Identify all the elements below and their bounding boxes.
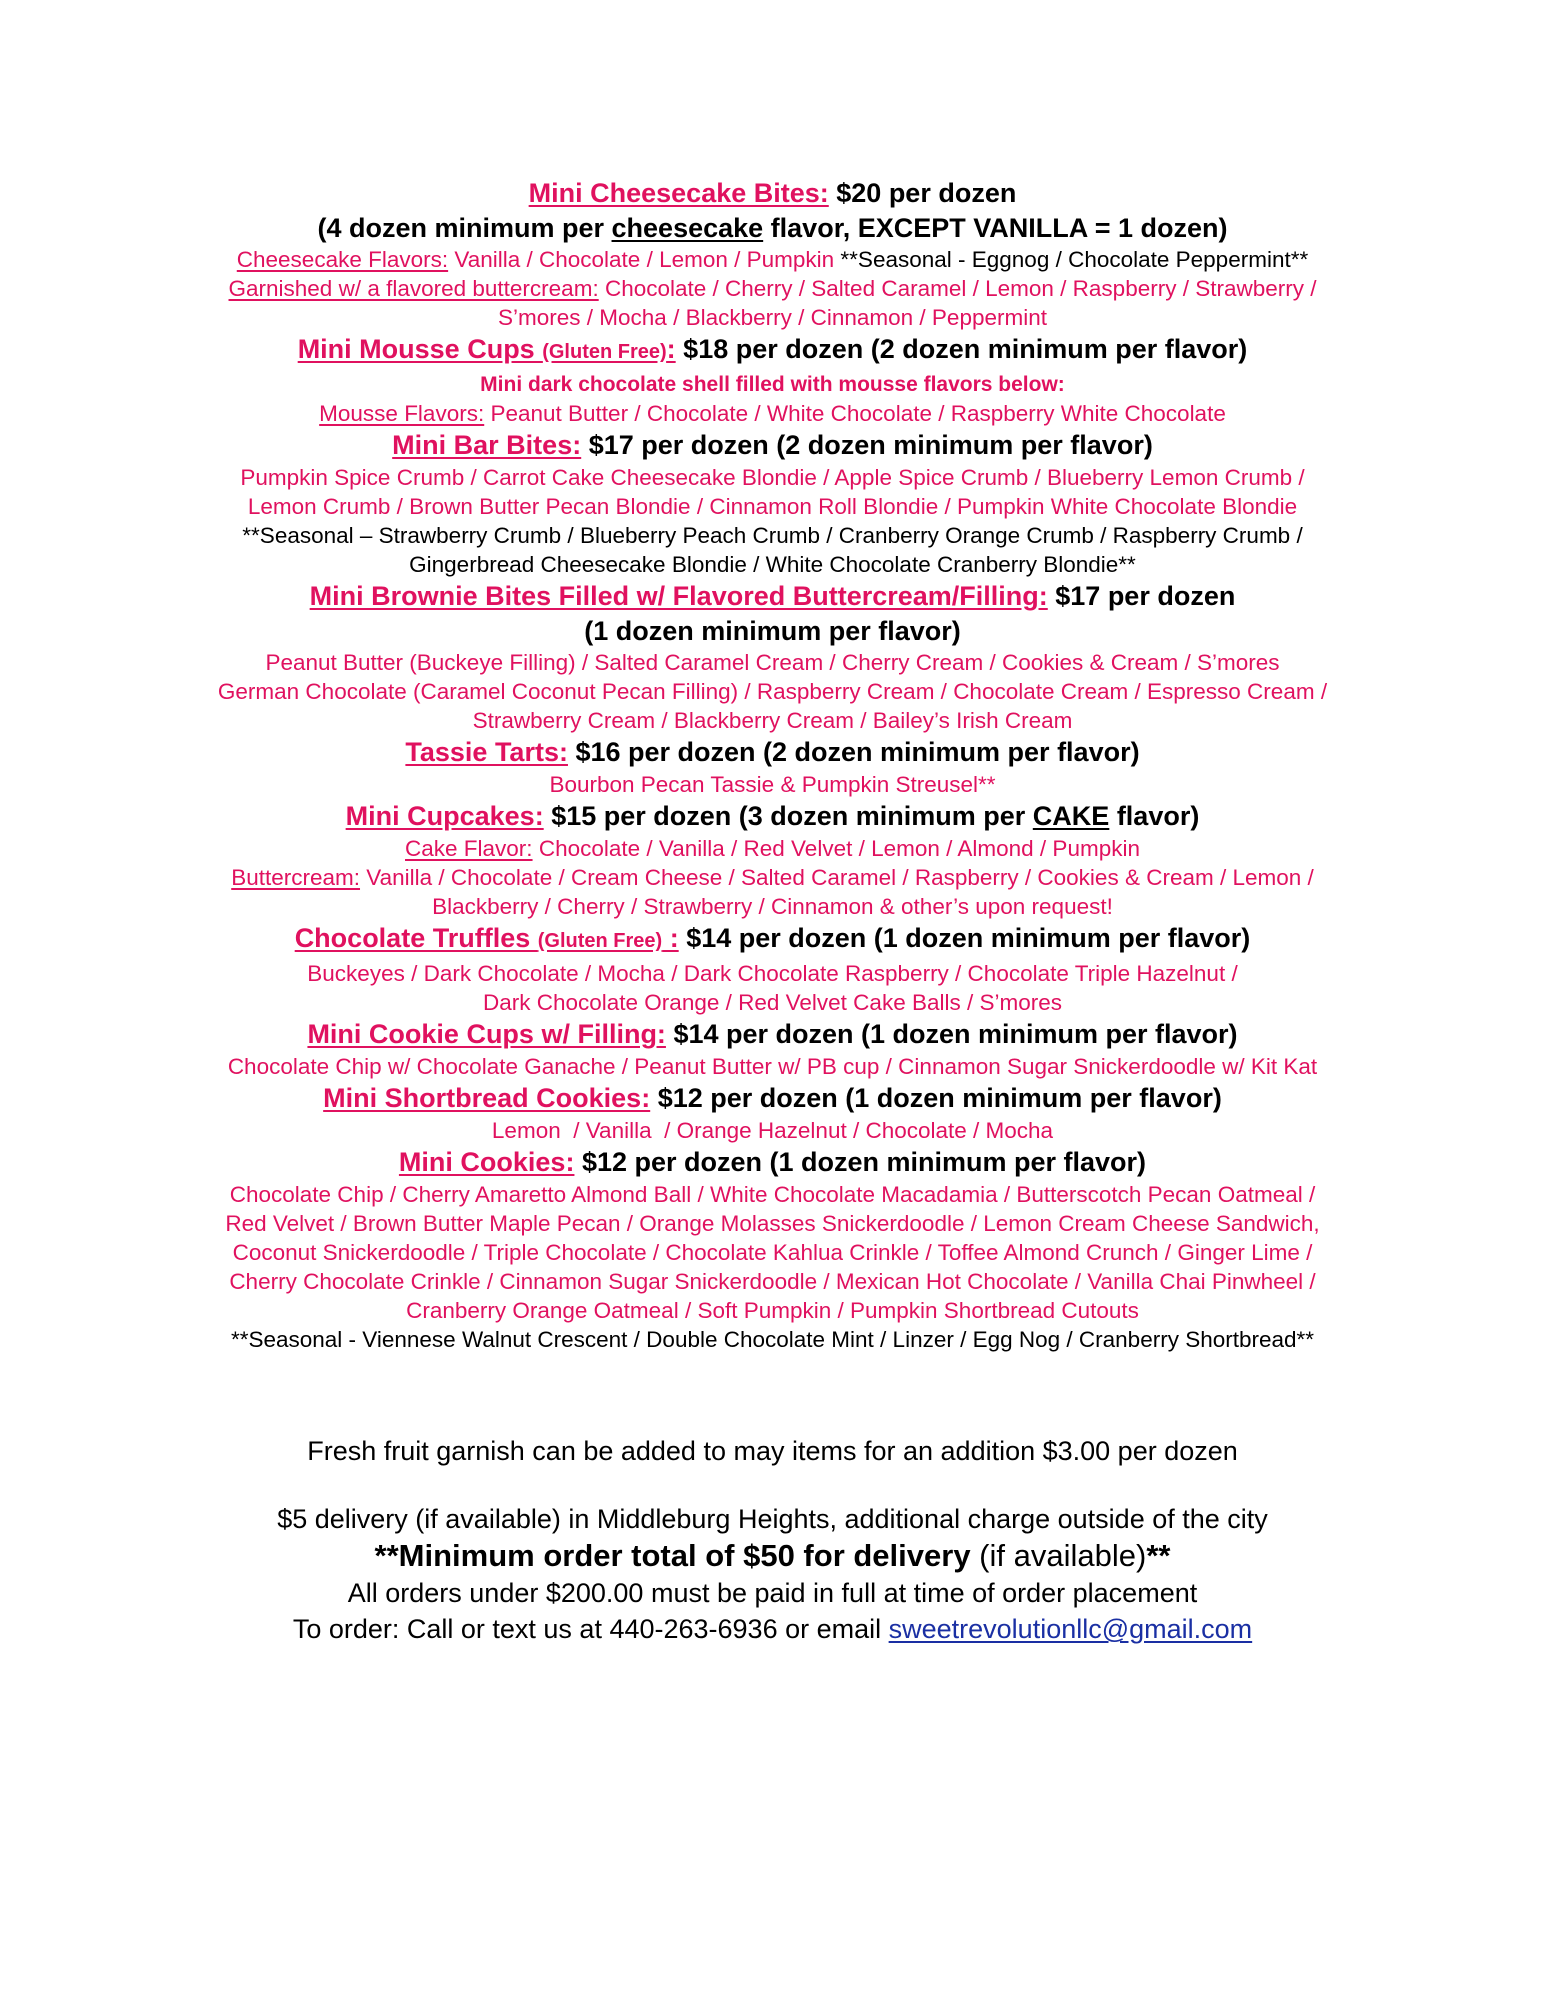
mousse-flavors: Mousse Flavors: Peanut Butter / Chocolate / White Chocolate / Raspberry White Chocolate [319,401,1226,426]
cookie-cups-flavors: Chocolate Chip w/ Chocolate Ganache / Peanut Butter w/ PB cup / Cinnamon Sugar Snickerdoodle w/ Kit Kat [227,1054,1318,1079]
brownie-minimum: (1 dozen minimum per flavor) [584,616,961,646]
truffles-flavors-2: Dark Chocolate Orange / Red Velvet Cake Balls / S’mores [482,990,1062,1015]
cookies-flavors-2: Red Velvet / Brown Butter Maple Pecan / Orange Molasses Snickerdoodle / Lemon Cream Cheese Sandwich, [225,1211,1320,1236]
garnish-note: Fresh fruit garnish can be added to may items for an addition $3.00 per dozen [307,1436,1238,1466]
menu-list [140,176,1405,1354]
truffles-flavors-1: Buckeyes / Dark Chocolate / Mocha / Dark Chocolate Raspberry / Chocolate Triple Hazelnut / [307,961,1238,986]
cheesecake-title: Mini Cheesecake Bites: $20 per dozen [528,178,1017,208]
email-link[interactable]: sweetrevolutionllc@gmail.com [888,1614,1253,1644]
cupcakes-title: Mini Cupcakes: $15 per dozen (3 dozen minimum per CAKE flavor) [345,801,1200,831]
bar-flavors-2: Lemon Crumb / Brown Butter Pecan Blondie / Cinnamon Roll Blondie / Pumpkin White Chocolate Blondie [247,494,1298,519]
cookie-cups-title: Mini Cookie Cups w/ Filling: $14 per dozen (1 dozen minimum per flavor) [307,1019,1238,1049]
brownie-flavors-3: Strawberry Cream / Blackberry Cream / Bailey’s Irish Cream [472,708,1073,733]
tassie-flavors: Bourbon Pecan Tassie & Pumpkin Streusel** [549,772,996,797]
cupcakes-cake-flavors: Cake Flavor: Chocolate / Vanilla / Red Velvet / Lemon / Almond / Pumpkin [405,836,1140,861]
cheesecake-flavors: Cheesecake Flavors: Vanilla / Chocolate / Lemon / Pumpkin **Seasonal - Eggnog / Chocolate Peppermint** [236,247,1309,272]
cheesecake-garnish: Garnished w/ a flavored buttercream: Chocolate / Cherry / Salted Caramel / Lemon / Raspberry / Strawberry / [228,276,1317,301]
delivery-note: $5 delivery (if available) in Middleburg Heights, additional charge outside of the city [277,1504,1268,1534]
mousse-title: Mini Mousse Cups (Gluten Free): $18 per dozen (2 dozen minimum per flavor) [297,334,1248,364]
cheesecake-garnish-cont: S’mores / Mocha / Blackberry / Cinnamon / Peppermint [498,305,1047,330]
cookies-flavors-5: Cranberry Orange Oatmeal / Soft Pumpkin / Pumpkin Shortbread Cutouts [406,1298,1139,1323]
order-info [140,1433,1405,1647]
bar-seasonal-2: Gingerbread Cheesecake Blondie / White Chocolate Cranberry Blondie** [409,552,1136,577]
mousse-description: Mini dark chocolate shell filled with mousse flavors below: [480,373,1065,396]
brownie-title: Mini Brownie Bites Filled w/ Flavored Buttercream/Filling: $17 per dozen [309,581,1236,611]
cookies-flavors-3: Coconut Snickerdoodle / Triple Chocolate / Chocolate Kahlua Crinkle / Toffee Almond Crunch / Ginger Lime / [232,1240,1313,1265]
cookies-title: Mini Cookies: $12 per dozen (1 dozen minimum per flavor) [398,1147,1147,1177]
bar-title: Mini Bar Bites: $17 per dozen (2 dozen minimum per flavor) [392,430,1153,460]
bar-flavors-1: Pumpkin Spice Crumb / Carrot Cake Cheesecake Blondie / Apple Spice Crumb / Blueberry Lemon Crumb / [240,465,1305,490]
payment-note: All orders under $200.00 must be paid in full at time of order placement [347,1578,1198,1608]
truffles-title: Chocolate Truffles (Gluten Free) : $14 per dozen (1 dozen minimum per flavor) [294,923,1251,953]
cupcakes-buttercream: Buttercream: Vanilla / Chocolate / Cream Cheese / Salted Caramel / Raspberry / Cookies & Cream / Lemon / [231,865,1314,890]
brownie-flavors-2: German Chocolate (Caramel Coconut Pecan Filling) / Raspberry Cream / Chocolate Cream / Espresso Cream / [217,679,1328,704]
cupcakes-buttercream-cont: Blackberry / Cherry / Strawberry / Cinnamon & other’s upon request! [432,894,1113,919]
cheesecake-minimum: (4 dozen minimum per cheesecake flavor, EXCEPT VANILLA = 1 dozen) [317,213,1228,243]
order-contact: To order: Call or text us at 440-263-6936 or email sweetrevolutionllc@gmail.com [292,1614,1253,1644]
shortbread-title: Mini Shortbread Cookies: $12 per dozen (1 dozen minimum per flavor) [323,1083,1222,1113]
tassie-title: Tassie Tarts: $16 per dozen (2 dozen minimum per flavor) [405,737,1140,767]
brownie-flavors-1: Peanut Butter (Buckeye Filling) / Salted Caramel Cream / Cherry Cream / Cookies & Cream / S’mores [265,650,1280,675]
cookies-flavors-1: Chocolate Chip / Cherry Amaretto Almond Ball / White Chocolate Macadamia / Butterscotch Pecan Oatmeal / [229,1182,1316,1207]
cookies-flavors-4: Cherry Chocolate Crinkle / Cinnamon Sugar Snickerdoodle / Mexican Hot Chocolate / Vanilla Chai Pinwheel / [229,1269,1316,1294]
minimum-order-note: **Minimum order total of $50 for delivery (if available)** [374,1538,1171,1573]
shortbread-flavors: Lemon / Vanilla / Orange Hazelnut / Chocolate / Mocha [491,1118,1054,1143]
cookies-seasonal: **Seasonal - Viennese Walnut Crescent / Double Chocolate Mint / Linzer / Egg Nog / Cranberry Shortbread** [230,1327,1315,1352]
bar-seasonal-1: **Seasonal – Strawberry Crumb / Blueberry Peach Crumb / Cranberry Orange Crumb / Raspberry Crumb / [242,523,1303,548]
